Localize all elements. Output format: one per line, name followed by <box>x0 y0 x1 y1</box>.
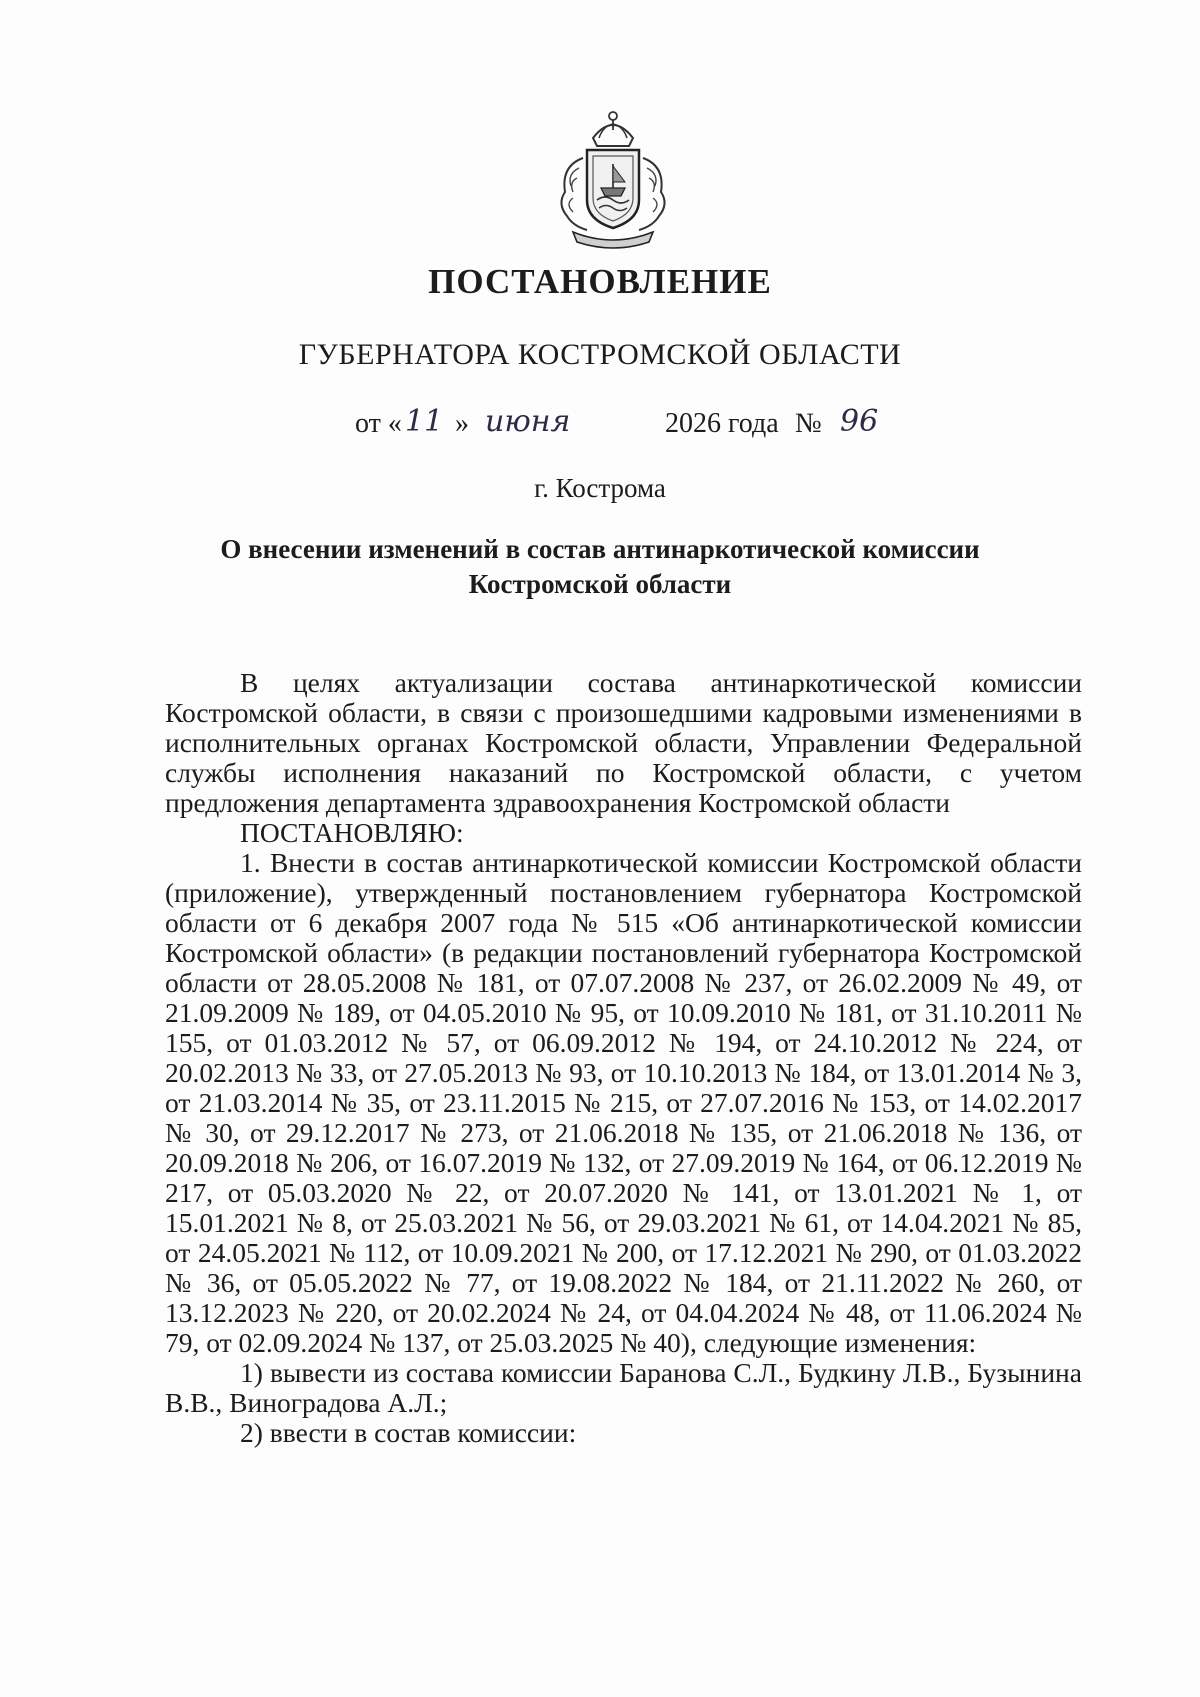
date-close-quote: » <box>455 408 469 439</box>
subject-line-2: Костромской области <box>468 569 732 599</box>
preamble-paragraph: В целях актуализации состава антинаркотической комиссии Костромской области, в связи с произошедшими кадровыми изменениями в исполнительных органах Костромской области, Управлении Федеральной службы исполнения наказаний по Костромской области, с учетом предложения департамента здравоохранения Костромской области <box>165 667 1082 818</box>
decree-word: ПОСТАНОВЛЯЮ: <box>240 817 464 848</box>
subject-line-1: О внесении изменений в состав антинаркотической комиссии <box>220 534 980 564</box>
document-subject <box>150 532 1050 602</box>
date-year: 2026 года <box>665 408 779 439</box>
date-number-line <box>355 404 915 454</box>
date-day-handwritten: 11 <box>405 404 444 439</box>
document-body <box>165 668 1082 1448</box>
subitem-2-paragraph: 2) ввести в состав комиссии: <box>240 1417 577 1448</box>
issuer-title: ГУБЕРНАТОРА КОСТРОМСКОЙ ОБЛАСТИ <box>298 338 902 371</box>
date-month-handwritten: июня <box>485 404 571 439</box>
kostroma-coat-of-arms-icon <box>543 108 683 254</box>
number-sign: № <box>795 408 822 439</box>
subitem-1-paragraph: 1) вывести из состава комиссии Баранова С.Л., Будкину Л.В., Бузынина В.В., Виноградова А.Л.; <box>165 1357 1082 1418</box>
document-number-handwritten: 96 <box>840 404 879 439</box>
item-1-paragraph: 1. Внести в состав антинаркотической комиссии Костромской области (приложение), утвержденный постановлением губернатора Костромской области от 6 декабря 2007 года № 515 «Об антинаркотической комиссии Костромской области» (в редакции постановлений губернатора Костромской области от 28.05.2008 № 181, от 07.07.2008 № 237, от 26.02.2009 № 49, от 21.09.2009 № 189, от 04.05.2010 № 95, от 10.09.2010 № 181, от 31.10.2011 № 155, от 01.03.2012 № 57, от 06.09.2012 № 194, от 24.10.2012 № 224, от 20.02.2013 № 33, от 27.05.2013 № 93, от 10.10.2013 № 184, от 13.01.2014 № 3, от 21.03.2014 № 35, от 23.11.2015 № 215, от 27.07.2016 № 153, от 14.02.2017 № 30, от 29.12.2017 № 273, от 21.06.2018 № 135, от 21.06.2018 № 136, от 20.09.2018 № 206, от 16.07.2019 № 132, от 27.09.2019 № 164, от 06.12.2019 № 217, от 05.03.2020 № 22, от 20.07.2020 № 141, от 13.01.2021 № 1, от 15.01.2021 № 8, от 25.03.2021 № 56, от 29.03.2021 № 61, от 14.04.2021 № 85, от 24.05.2021 № 112, от 10.09.2021 № 200, от 17.12.2021 № 290, от 01.03.2022 № 36, от 05.05.2022 № 77, от 19.08.2022 № 184, от 21.11.2022 № 260, от 13.12.2023 № 220, от 20.02.2024 № 24, от 04.04.2024 № 48, от 11.06.2024 № 79, от 02.09.2024 № 137, от 25.03.2025 № 40), следующие изменения: <box>165 847 1082 1358</box>
document-type-title: ПОСТАНОВЛЕНИЕ <box>428 262 772 301</box>
date-prefix: от « <box>355 408 402 439</box>
city-name: г. Кострома <box>534 473 666 503</box>
